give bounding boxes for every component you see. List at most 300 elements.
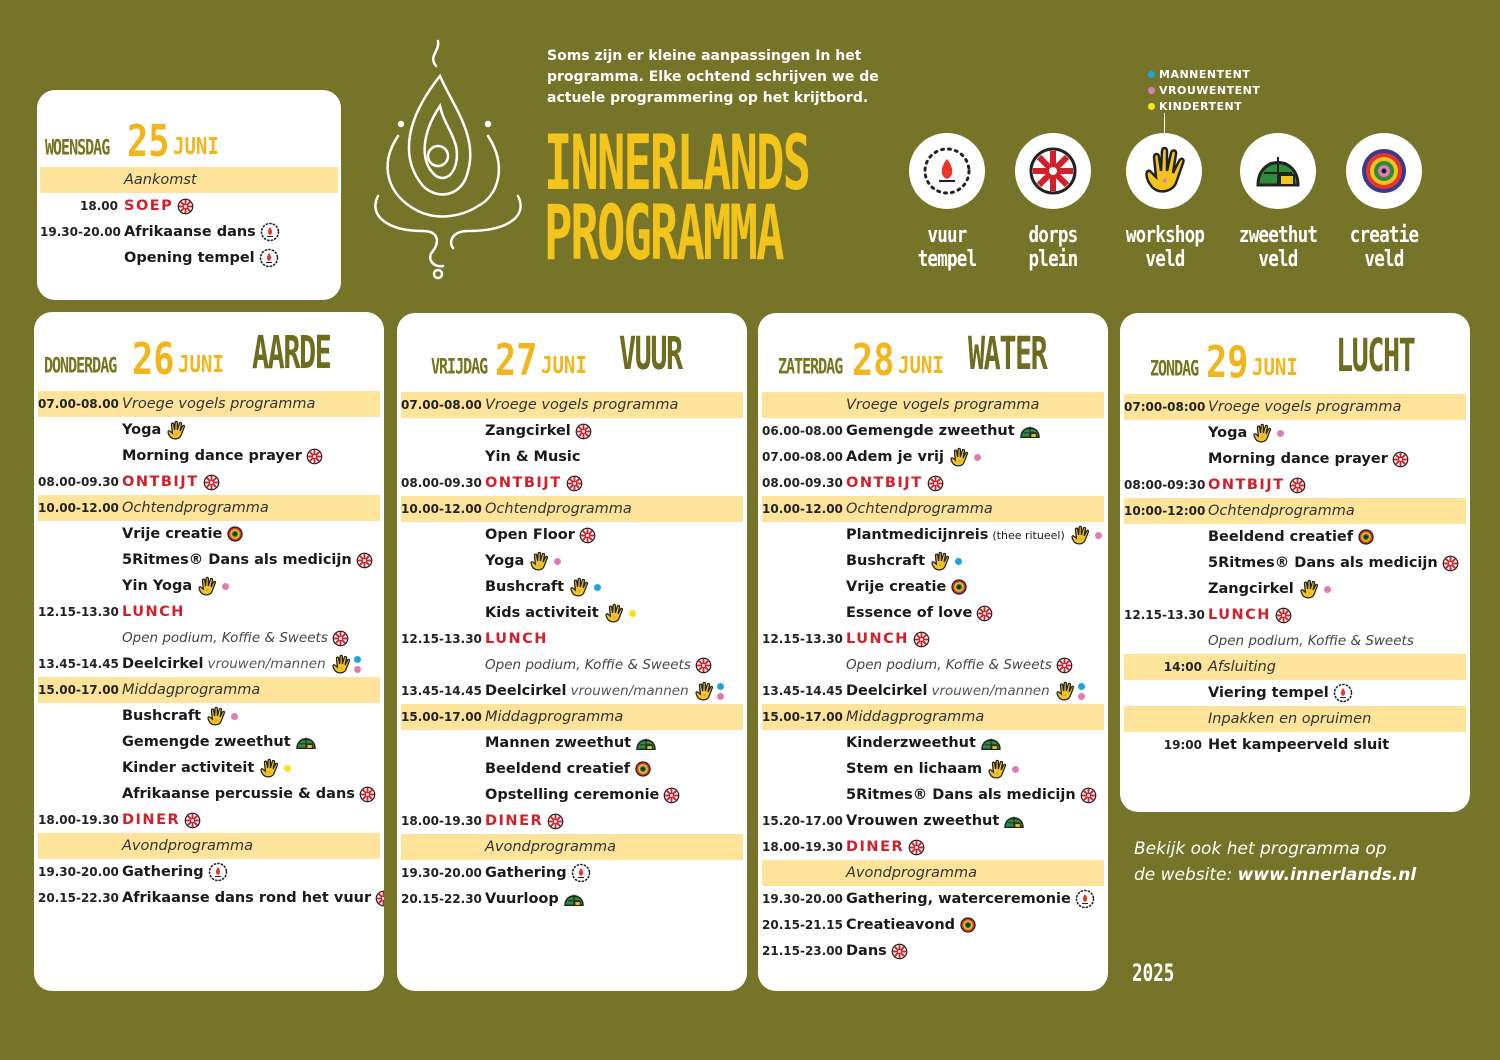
row-time: 18.00 (80, 199, 118, 213)
row-time: 19:00 (1163, 738, 1202, 752)
schedule-row (1124, 524, 1466, 550)
umbrella-icon (663, 787, 680, 804)
row-activity: LUNCH (846, 631, 909, 647)
schedule-row (1124, 576, 1466, 602)
row-activity: Open podium, Koffie & Sweets (846, 657, 1052, 673)
notice-text (547, 46, 879, 109)
row-activity: Vuurloop (485, 891, 559, 907)
row-activity: Inpakken en opruimen (1208, 711, 1372, 727)
row-activity: Ochtendprogramma (1208, 503, 1355, 519)
notice-line: programma. Elke ochtend schrijven we de (547, 69, 879, 85)
day-card-zondag (1120, 313, 1470, 812)
day-card-zaterdag (758, 313, 1108, 991)
schedule-row (762, 548, 1104, 574)
schedule-row (1124, 706, 1466, 732)
schedule-row (762, 730, 1104, 756)
row-time: 08:00-09:30 (1124, 478, 1206, 492)
day-name: WOENSDAG (45, 134, 110, 160)
row-time: 12.15-13.30 (762, 632, 843, 646)
schedule-row (1124, 472, 1466, 498)
day-number: 28 (852, 335, 895, 386)
day-header (766, 317, 1108, 387)
hand-icon (693, 681, 715, 701)
day-header (45, 98, 341, 168)
row-time: 13.45-14.45 (401, 684, 482, 698)
row-activity: DINER (485, 813, 544, 829)
spiral-icon (1356, 143, 1412, 199)
row-subtitle: vrouwen/mannen (931, 683, 1050, 699)
pink-dot-icon (1148, 87, 1155, 94)
schedule-row (762, 470, 1104, 496)
schedule-row (401, 548, 743, 574)
row-activity: Creatieavond (846, 917, 956, 933)
schedule-row (401, 574, 743, 600)
umbrella-icon (695, 657, 712, 674)
legend-vrouwentent (1148, 84, 1260, 97)
row-time: 10.00-12.00 (38, 501, 119, 515)
schedule-row (762, 808, 1104, 834)
day-number: 26 (132, 334, 175, 385)
row-time: 20.15-22.30 (38, 891, 119, 905)
day-name: ZONDAG (1150, 355, 1199, 381)
schedule-row (38, 859, 380, 885)
umbrella-icon (976, 605, 993, 622)
schedule-row (401, 470, 743, 496)
row-subtitle: (thee ritueel) (992, 528, 1065, 542)
row-activity: DINER (122, 812, 181, 828)
umbrella-icon (375, 890, 384, 907)
legend-label-workshopveld: workshop veld (1125, 223, 1205, 272)
row-time: 07.00-08.00 (38, 397, 119, 411)
umbrella-icon (891, 943, 908, 960)
title-line-1: INNERLANDS (544, 118, 810, 207)
spiral-icon (1357, 528, 1375, 546)
legend-label-vuurtempel: vuur tempel (917, 223, 977, 272)
schedule-row (1124, 654, 1466, 680)
row-activity: Yin Yoga (122, 578, 193, 594)
umbrella-icon (359, 786, 376, 803)
row-activity: Middagprogramma (846, 709, 985, 725)
row-activity: Gemengde zweethut (122, 734, 291, 750)
notice-line: actuele programmering op het krijtbord. (547, 90, 869, 106)
schedule-row (1124, 550, 1466, 576)
row-activity: Zangcirkel (1208, 581, 1294, 597)
element-label: VUUR (619, 327, 682, 380)
day-card-donderdag (34, 312, 384, 991)
hand-icon (1054, 681, 1076, 701)
schedule-row (401, 834, 743, 860)
hand-icon (929, 551, 951, 571)
schedule-row (1124, 394, 1466, 420)
spiral-icon (634, 760, 652, 778)
row-activity: DINER (846, 839, 905, 855)
hand-icon (986, 759, 1008, 779)
schedule-row (1124, 420, 1466, 446)
schedule-row (38, 651, 380, 677)
schedule-row (762, 678, 1104, 704)
umbrella-icon (1442, 555, 1459, 572)
day-month: JUNI (178, 351, 224, 378)
row-activity: Aankomst (124, 172, 197, 188)
row-activity: Yin & Music (485, 449, 581, 465)
website-note-prefix: de website: (1134, 865, 1238, 885)
schedule-row (40, 219, 338, 245)
legend-vuurtempel (909, 133, 985, 209)
row-time: 14:00 (1163, 660, 1202, 674)
row-activity: Middagprogramma (485, 709, 624, 725)
row-activity: Vrije creatie (122, 526, 223, 542)
row-activity: ONTBIJT (122, 474, 199, 490)
schedule-row (38, 885, 380, 911)
row-time: 15.00-17.00 (38, 683, 119, 697)
hand-icon (165, 420, 187, 440)
schedule-row (762, 834, 1104, 860)
row-time: 12.15-13.30 (401, 632, 482, 646)
row-activity: Gathering, waterceremonie (846, 891, 1071, 907)
umbrella-icon (203, 474, 220, 491)
row-time: 20.15-21.15 (762, 918, 843, 932)
row-time: 07.00-08.00 (762, 450, 843, 464)
pink-dot-icon (1012, 766, 1019, 773)
row-activity: Beeldend creatief (485, 761, 631, 777)
row-activity: Plantmedicijnreis (846, 527, 989, 543)
sweat-lodge-icon (980, 734, 1002, 752)
row-time: 19.30-20.00 (38, 865, 119, 879)
flame-logo-icon (368, 36, 528, 286)
schedule-row (401, 886, 743, 912)
website-note-line: Bekijk ook het programma op (1134, 839, 1387, 859)
tent-dots-icon (1078, 683, 1085, 700)
row-time: 19.30-20.00 (762, 892, 843, 906)
hand-icon (1251, 423, 1273, 443)
row-activity: ONTBIJT (846, 475, 923, 491)
row-activity: Mannen zweethut (485, 735, 632, 751)
row-activity: Open Floor (485, 527, 575, 543)
main-title (544, 118, 810, 277)
row-activity: Ochtendprogramma (485, 501, 632, 517)
schedule-row (401, 418, 743, 444)
row-activity: Kids activiteit (485, 605, 599, 621)
legend-kindertent (1148, 100, 1242, 113)
schedule-row (1124, 602, 1466, 628)
tent-dots-icon (354, 656, 361, 673)
notice-line: Soms zijn er kleine aanpassingen In het (547, 48, 862, 64)
row-activity: Afrikaanse percussie & dans (122, 786, 355, 802)
element-label: LUCHT (1336, 329, 1415, 382)
row-activity: Bushcraft (122, 708, 202, 724)
row-time: 07:00-08:00 (1124, 400, 1206, 414)
legend-label: KINDERTENT (1159, 100, 1243, 113)
row-time: 15.00-17.00 (762, 710, 843, 724)
yellow-dot-icon (629, 610, 636, 617)
website-link[interactable]: www.innerlands.nl (1237, 865, 1417, 885)
row-activity: Morning dance prayer (122, 448, 302, 464)
schedule-row (1124, 628, 1466, 654)
schedule-row (1124, 498, 1466, 524)
row-activity: Open podium, Koffie & Sweets (122, 630, 328, 646)
legend-label: VROUWENTENT (1159, 84, 1261, 97)
schedule-row (762, 522, 1104, 548)
umbrella-icon (306, 448, 323, 465)
legend-mannentent (1148, 68, 1250, 81)
row-activity: Deelcirkel (122, 656, 204, 672)
row-activity: Gemengde zweethut (846, 423, 1015, 439)
blue-dot-icon (1148, 71, 1155, 78)
schedule-row (38, 521, 380, 547)
schedule-row (38, 391, 380, 417)
row-time: 07.00-08.00 (401, 398, 482, 412)
yellow-dot-icon (284, 765, 291, 772)
spiral-icon (950, 578, 968, 596)
row-activity: Adem je vrij (846, 449, 944, 465)
umbrella-icon (332, 630, 349, 647)
row-time: 08.00-09.30 (38, 475, 119, 489)
row-time: 08.00-09.30 (762, 476, 843, 490)
legend-zweethutveld (1240, 133, 1316, 209)
row-activity: Open podium, Koffie & Sweets (1208, 633, 1414, 649)
schedule-row (762, 444, 1104, 470)
row-time: 18.00-19.30 (38, 813, 119, 827)
website-note (1134, 836, 1416, 888)
fire-circle-icon (571, 863, 591, 883)
row-activity: Deelcirkel (846, 683, 928, 699)
sweat-lodge-icon (1019, 422, 1041, 440)
hand-icon (196, 576, 218, 596)
schedule (1124, 394, 1466, 758)
legend-creatieveld (1346, 133, 1422, 209)
schedule-row (38, 781, 380, 807)
schedule-row (40, 245, 338, 271)
row-time: 12.15-13.30 (1124, 608, 1205, 622)
day-month: JUNI (541, 352, 587, 379)
row-activity: Opening tempel (124, 250, 255, 266)
element-label: AARDE (252, 326, 331, 379)
row-activity: Vroege vogels programma (1208, 399, 1402, 415)
row-activity: Ochtendprogramma (846, 501, 993, 517)
row-activity: Essence of love (846, 605, 973, 621)
legend-label-dorpsplein: dorps plein (1028, 223, 1078, 272)
umbrella-icon (177, 198, 194, 215)
legend-dorpsplein (1015, 133, 1091, 209)
sweat-lodge-icon (1250, 143, 1306, 199)
umbrella-icon (927, 475, 944, 492)
hand-icon (330, 654, 352, 674)
element-label: WATER (968, 327, 1047, 380)
umbrella-icon (566, 475, 583, 492)
schedule-row (762, 782, 1104, 808)
umbrella-icon (1289, 477, 1306, 494)
umbrella-icon (579, 527, 596, 544)
row-activity: Afrikaanse dans (124, 224, 256, 240)
schedule-row (1124, 680, 1466, 706)
title-line-2: PROGRAMMA (544, 188, 783, 277)
row-time: 10:00-12:00 (1124, 504, 1206, 518)
schedule-row (38, 495, 380, 521)
row-activity: Open podium, Koffie & Sweets (485, 657, 691, 673)
pink-dot-icon (554, 558, 561, 565)
hand-icon (528, 551, 550, 571)
row-time: 10.00-12.00 (762, 502, 843, 516)
row-activity: Afrikaanse dans rond het vuur (122, 890, 372, 906)
row-activity: ONTBIJT (1208, 477, 1285, 493)
schedule-row (762, 704, 1104, 730)
day-number: 29 (1206, 337, 1249, 388)
day-header (42, 316, 384, 386)
row-activity: LUNCH (1208, 607, 1271, 623)
schedule-row (762, 392, 1104, 418)
schedule-row (762, 652, 1104, 678)
day-month: JUNI (898, 352, 944, 379)
row-activity: LUNCH (122, 604, 185, 620)
row-activity: 5Ritmes® Dans als medicijn (122, 552, 352, 568)
schedule (762, 392, 1104, 964)
schedule-row (401, 522, 743, 548)
row-activity: Middagprogramma (122, 682, 261, 698)
schedule-row (762, 886, 1104, 912)
tent-dots-icon (717, 683, 724, 700)
schedule-row (38, 677, 380, 703)
schedule (401, 392, 743, 912)
row-activity: Avondprogramma (122, 838, 253, 854)
spiral-icon (959, 916, 977, 934)
schedule-row (762, 574, 1104, 600)
row-activity: Deelcirkel (485, 683, 567, 699)
schedule-row (38, 573, 380, 599)
fire-circle-icon (260, 222, 280, 242)
row-activity: Bushcraft (846, 553, 926, 569)
hand-icon (205, 706, 227, 726)
row-activity: Viering tempel (1208, 685, 1329, 701)
schedule-row (401, 626, 743, 652)
row-activity: Vrouwen zweethut (846, 813, 1000, 829)
row-activity: Yoga (1208, 425, 1248, 441)
row-activity: Yoga (122, 422, 162, 438)
sweat-lodge-icon (1003, 812, 1025, 830)
row-activity: Kinder activiteit (122, 760, 255, 776)
schedule-row (38, 833, 380, 859)
fire-circle-icon (208, 862, 228, 882)
row-activity: Ochtendprogramma (122, 500, 269, 516)
fire-circle-icon (259, 248, 279, 268)
row-activity: Stem en lichaam (846, 761, 983, 777)
row-time: 20.15-22.30 (401, 892, 482, 906)
row-activity: Het kampeerveld sluit (1208, 737, 1390, 753)
day-name: VRIJDAG (431, 353, 488, 379)
row-activity: Vroege vogels programma (846, 397, 1040, 413)
schedule-row (762, 756, 1104, 782)
schedule-row (401, 678, 743, 704)
umbrella-icon (356, 552, 373, 569)
row-activity: Zangcirkel (485, 423, 571, 439)
day-month: JUNI (1252, 354, 1298, 381)
umbrella-icon (575, 423, 592, 440)
legend-label-zweethutveld: zweethut veld (1238, 223, 1318, 272)
day-header (1128, 319, 1470, 389)
schedule-row (762, 600, 1104, 626)
row-time: 15.00-17.00 (401, 710, 482, 724)
row-activity: Bushcraft (485, 579, 565, 595)
hand-icon (568, 577, 590, 597)
legend-label: MANNENTENT (1159, 68, 1251, 81)
schedule-row (38, 807, 380, 833)
row-activity: Vroege vogels programma (485, 397, 679, 413)
day-number: 27 (495, 335, 538, 386)
row-time: 15.20-17.00 (762, 814, 843, 828)
schedule-row (401, 600, 743, 626)
row-time: 18.00-19.30 (762, 840, 843, 854)
sweat-lodge-icon (563, 890, 585, 908)
hand-icon (1069, 525, 1091, 545)
schedule-row (762, 938, 1104, 964)
row-time: 06.00-08.00 (762, 424, 843, 438)
schedule-row (1124, 732, 1466, 758)
schedule-row (38, 547, 380, 573)
row-activity: Vroege vogels programma (122, 396, 316, 412)
yellow-dot-icon (1148, 103, 1155, 110)
schedule-row (401, 730, 743, 756)
schedule-row (762, 418, 1104, 444)
umbrella-icon (1392, 451, 1409, 468)
row-activity: Gathering (485, 865, 567, 881)
schedule-row (401, 860, 743, 886)
row-activity: Beeldend creatief (1208, 529, 1354, 545)
row-subtitle: vrouwen/mannen (207, 656, 326, 672)
row-activity: SOEP (124, 198, 174, 214)
umbrella-icon (1275, 607, 1292, 624)
row-time: 13.45-14.45 (762, 684, 843, 698)
schedule-row (40, 167, 338, 193)
row-activity: Opstelling ceremonie (485, 787, 660, 803)
row-activity: Dans (846, 943, 887, 959)
day-card-woensdag (37, 90, 341, 300)
umbrella-icon (184, 812, 201, 829)
umbrella-icon (1080, 787, 1097, 804)
row-time: 12.15-13.30 (38, 605, 119, 619)
year-label: 2025 (1132, 960, 1175, 988)
day-number: 25 (127, 116, 170, 167)
hand-icon (258, 758, 280, 778)
row-activity: Afsluiting (1208, 659, 1276, 675)
sweat-lodge-icon (295, 733, 317, 751)
day-card-vrijdag (397, 313, 747, 991)
row-subtitle: vrouwen/mannen (570, 683, 689, 699)
day-name: ZATERDAG (778, 353, 843, 379)
spiral-icon (226, 525, 244, 543)
row-time: 19.30-20.00 (40, 225, 121, 239)
fire-circle-icon (919, 143, 975, 199)
schedule-row (762, 626, 1104, 652)
fire-circle-icon (1075, 889, 1095, 909)
day-month: JUNI (173, 133, 219, 160)
schedule-row (401, 496, 743, 522)
schedule-row (401, 782, 743, 808)
schedule-row (401, 392, 743, 418)
schedule-row (401, 756, 743, 782)
row-activity: Gathering (122, 864, 204, 880)
pink-dot-icon (1095, 532, 1102, 539)
row-activity: Vrije creatie (846, 579, 947, 595)
schedule-row (401, 652, 743, 678)
row-time: 18.00-19.30 (401, 814, 482, 828)
schedule-row (38, 417, 380, 443)
legend-label-creatieveld: creatie veld (1349, 223, 1419, 272)
day-header (405, 317, 747, 387)
row-activity: Avondprogramma (485, 839, 616, 855)
umbrella-icon (908, 839, 925, 856)
hand-icon (603, 603, 625, 623)
row-time: 21.15-23.00 (762, 944, 843, 958)
hand-icon (1136, 143, 1192, 199)
